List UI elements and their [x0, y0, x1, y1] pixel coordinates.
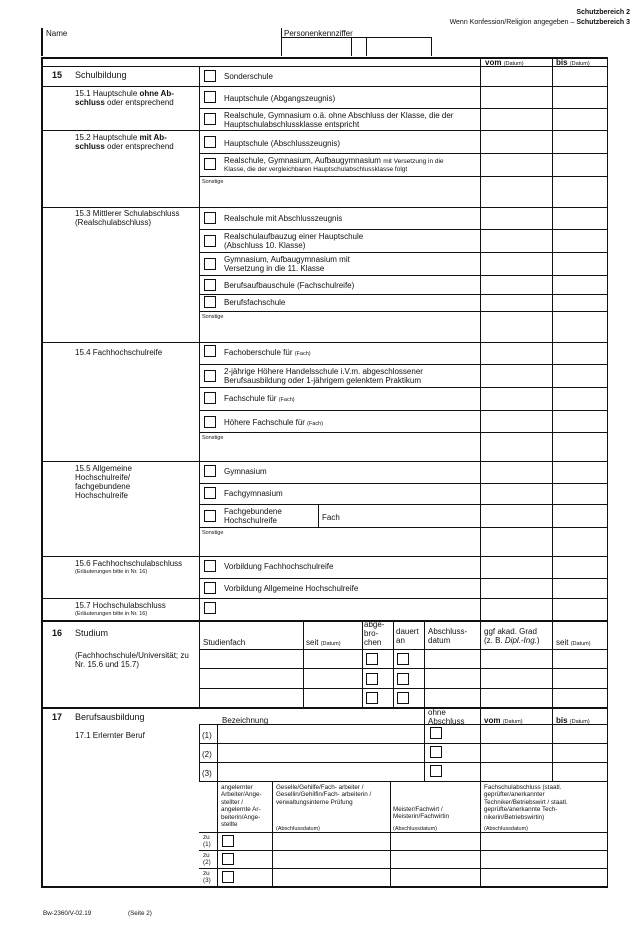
id-field-2[interactable]: [370, 40, 426, 54]
gym-label: Gymnasium: [224, 467, 267, 476]
id-field-1[interactable]: [290, 40, 346, 54]
cb-fhr[interactable]: [204, 510, 216, 522]
cb-bfs[interactable]: [204, 296, 216, 308]
rule-387: [199, 387, 608, 388]
zone2-label: Schutzbereich 2: [576, 9, 630, 16]
g171-label: 17.1 Erlernter Beruf: [75, 731, 145, 740]
cb-sonderschule[interactable]: [204, 70, 216, 82]
s17-r3: [199, 781, 608, 782]
col-vom-line: [480, 57, 481, 621]
rule-294: [199, 294, 608, 295]
col-bis-datum: (Datum): [569, 61, 590, 67]
s16-seit: [306, 638, 341, 647]
g152-bold2: schluss: [75, 142, 105, 151]
s16-zb-pre: (z. B.: [484, 636, 505, 645]
g151-bold: ohne Ab-: [139, 89, 174, 98]
cb-s17-ohne-3[interactable]: [430, 765, 442, 777]
fhr-fach-label: Fach: [322, 513, 340, 522]
cb-fgym[interactable]: [204, 487, 216, 499]
s16-abschlussdatum: Abschluss- datum: [428, 627, 468, 645]
g151-num: 15.1: [75, 89, 91, 98]
s16-c5: [424, 620, 425, 707]
id-label: Personenkennziffer: [284, 29, 353, 38]
hs-abgang-label: Hauptschule (Abgangszeugnis): [224, 94, 336, 103]
q-meister-datum: (Abschlussdatum): [393, 826, 438, 832]
cb-q-1[interactable]: [222, 835, 234, 847]
rs-aufbau-label: Realschulaufbauzug einer Hauptschule (Abschluss 10. Klasse): [224, 232, 364, 250]
s16-seit2: [556, 638, 591, 647]
q-c1: [272, 781, 273, 887]
s16-sub: (Fachhochschule/Universität; zu Nr. 15.6 und 15.7): [75, 651, 189, 669]
s17-c2: [424, 707, 425, 781]
fhr-label: Fachgebundene Hochschulreife: [224, 507, 282, 525]
q-zu1: zu (1): [203, 834, 211, 849]
cb-s16-abg-2[interactable]: [366, 673, 378, 685]
cb-q-3[interactable]: [222, 871, 234, 883]
cb-s16-dauert-1[interactable]: [397, 653, 409, 665]
footer-page: (Seite 2): [128, 910, 152, 917]
q-c2: [390, 781, 391, 887]
sonstige-4-field[interactable]: [202, 536, 478, 554]
cb-hhs[interactable]: [204, 370, 216, 382]
cb-fos[interactable]: [204, 345, 216, 357]
g152-post: oder entsprechend: [104, 142, 174, 151]
rule-364: [199, 364, 608, 365]
cb-hfs[interactable]: [204, 416, 216, 428]
col-vom-label: vom: [485, 58, 502, 67]
q-zu2: zu (2): [203, 852, 211, 867]
g155-label: 15.5 Allgemeine Hochschulreife/ fachgebundene Hochschulreife: [75, 464, 132, 500]
g153-label: 15.3 Mittlerer Schulabschluss (Realschulabschluss): [75, 209, 180, 227]
s16-r1: [199, 649, 608, 650]
s17-vom-label: vom: [484, 716, 501, 725]
rs-ohne-label: Realschule, Gymnasium o.ä. ohne Abschluss der Klasse, die der Hauptschulabschlussklasse entspricht: [224, 111, 454, 129]
id-div3: [431, 37, 432, 56]
s16-title: Studium: [75, 628, 109, 638]
s16-c1: [199, 620, 200, 707]
q-fachschul: Fachschulabschluss (staatl. geprüfter/anerkannter Techniker/Betriebswirt / staatl. geprüfte/anerkannte Tech- nikerin/Betriebswirtin): [484, 784, 568, 821]
g151-pre: Hauptschule: [92, 89, 140, 98]
q-r3: [199, 868, 608, 869]
zone3-label: Schutzbereich 3: [576, 19, 630, 26]
q-r1: [199, 832, 608, 833]
rule-578: [199, 578, 608, 579]
g156-erl: (Erläuterungen bitte in Nr. 16): [75, 569, 148, 575]
rule-342: [41, 342, 608, 343]
s15-col1: [199, 66, 200, 621]
rule-229: [199, 229, 608, 230]
s15-num: 15: [52, 70, 63, 80]
sonstige-2: Sonstige: [202, 314, 224, 320]
hfs-label: [224, 418, 323, 427]
sonstige-4: Sonstige: [202, 530, 224, 536]
col-bis-label: bis: [556, 58, 568, 67]
g152-label-2: [75, 142, 174, 151]
col-bis-line: [552, 57, 553, 621]
cb-rs-abschl[interactable]: [204, 212, 216, 224]
col-vom-datum: (Datum): [503, 61, 524, 67]
cb-s16-abg-3[interactable]: [366, 692, 378, 704]
sonstige-2-field[interactable]: [202, 320, 478, 340]
s16-num: 16: [52, 628, 63, 638]
cb-hsa[interactable]: [204, 602, 216, 614]
s17-r1: [199, 743, 608, 744]
rule-432: [199, 432, 608, 433]
rule-556: [41, 556, 608, 557]
cb-s16-dauert-2[interactable]: [397, 673, 409, 685]
s16-seit-label: seit: [306, 638, 319, 647]
g151-post: oder entsprechend: [104, 98, 174, 107]
g152-label: [75, 133, 167, 142]
g151-label: [75, 89, 174, 98]
id-div1: [351, 37, 352, 56]
id-box-left: [281, 28, 282, 56]
cb-s16-dauert-3[interactable]: [397, 692, 409, 704]
cb-vfhr[interactable]: [204, 560, 216, 572]
s16-seit2-label: seit: [556, 638, 569, 647]
cb-vahr[interactable]: [204, 582, 216, 594]
s17-r2: [199, 762, 608, 763]
sonstige-3: Sonstige: [202, 435, 224, 441]
s16-seit2-datum: (Datum): [570, 641, 591, 647]
cb-gym[interactable]: [204, 465, 216, 477]
sonstige-1-field[interactable]: [202, 185, 478, 205]
zone3-note-text: Wenn Konfession/Religion angegeben –: [449, 19, 575, 26]
s17-title: Berufsausbildung: [75, 712, 145, 722]
rule-461: [41, 461, 608, 462]
s16-r3: [199, 688, 608, 689]
s17-r0: [199, 724, 608, 725]
fhr-div: [318, 504, 319, 527]
g152-num: 15.2: [75, 133, 91, 142]
rule-504: [199, 504, 608, 505]
fhr-fach-field[interactable]: [342, 508, 476, 524]
rule-130: [41, 130, 608, 131]
s17-row1: (1): [202, 731, 212, 740]
s15-title: Schulbildung: [75, 70, 127, 80]
rule-252: [199, 252, 608, 253]
cb-s17-ohne-1[interactable]: [430, 727, 442, 739]
vfhr-label: Vorbildung Fachhochschulreife: [224, 562, 334, 571]
sonstige-1: Sonstige: [202, 179, 224, 185]
cb-s17-ohne-2[interactable]: [430, 746, 442, 758]
g151-label-2: [75, 98, 174, 107]
name-label: Name: [46, 29, 68, 38]
frame-left: [41, 57, 43, 887]
cb-q-2[interactable]: [222, 853, 234, 865]
bas-label: Berufsaufbauschule (Fachschulreife): [224, 281, 355, 290]
rule-598: [41, 598, 608, 599]
cb-s16-abg-1[interactable]: [366, 653, 378, 665]
cb-bas[interactable]: [204, 279, 216, 291]
s17-top: [41, 707, 608, 709]
gym-aufbau-label: Gymnasium, Aufbaugymnasium mit Versetzung in die 11. Klasse: [224, 255, 350, 273]
g156-label: 15.6 Fachhochschulabschluss: [75, 559, 183, 568]
fos-text: Fachoberschule für: [224, 348, 293, 357]
hhs-label: 2-jährige Höhere Handelsschule i.V.m. abgeschlossener Berufsausbildung oder 1-jährigem gelenktem Praktikum: [224, 367, 423, 385]
g157-label: 15.7 Hochschulabschluss: [75, 601, 166, 610]
s17-c3: [480, 707, 481, 887]
s16-abgebrochen: abge- bro- chen: [364, 620, 385, 647]
rule-527: [199, 527, 608, 528]
rule-108: [199, 108, 608, 109]
cb-rs-aufbau[interactable]: [204, 235, 216, 247]
s17-ohne: ohne Abschluss: [428, 708, 465, 726]
footer-code: Bw-2360/V-02.19: [43, 910, 92, 917]
s16-top: [41, 620, 608, 622]
s16-zb-it: Dipl.-Ing.: [504, 636, 537, 645]
s16-c6: [480, 620, 481, 707]
cb-gym-aufbau[interactable]: [204, 258, 216, 270]
s17-vom-datum: (Datum): [502, 719, 523, 725]
q-fachschul-datum: (Abschlussdatum): [484, 826, 529, 832]
g152-pre: Hauptschule: [92, 133, 140, 142]
rule-86: [41, 86, 608, 87]
q-geselle-datum: (Abschlussdatum): [276, 826, 321, 832]
rule-207: [41, 207, 608, 208]
s15-top: [41, 66, 608, 67]
s16-c7: [552, 620, 553, 707]
s16-dauert: dauert an: [396, 627, 419, 645]
s17-c1b: [217, 724, 218, 781]
s16-c2: [303, 620, 304, 707]
vahr-label: Vorbildung Allgemeine Hochschulreife: [224, 584, 359, 593]
q-c0: [217, 781, 218, 887]
rs-mit-main: Realschule, Gymnasium, Aufbaugymnasium: [224, 156, 381, 165]
s17-row2: (2): [202, 750, 212, 759]
s16-r2: [199, 668, 608, 669]
q-r2: [199, 850, 608, 851]
g157-erl: (Erläuterungen bitte in Nr. 16): [75, 611, 148, 617]
s16-c4: [393, 620, 394, 707]
fs-text: Fachschule für: [224, 394, 277, 403]
q-angelernt: angelernter Arbeiter/Ange- stellter / angelernte Ar- beiterin/Ange- stellte: [221, 784, 262, 829]
rule-483: [199, 483, 608, 484]
fs-label: [224, 394, 295, 403]
id-div2: [366, 37, 367, 56]
s16-c3: [362, 620, 363, 707]
q-meister: Meister/Fachwirt / Meisterin/Fachwirtin: [393, 806, 449, 821]
fos-fach: (Fach): [294, 351, 311, 357]
cb-hs-abgang[interactable]: [204, 91, 216, 103]
rs-abschl-label: Realschule mit Abschlusszeugnis: [224, 214, 343, 223]
name-box-left: [41, 28, 43, 56]
g154-label: 15.4 Fachhochschulreife: [75, 348, 163, 357]
bfs-label: Berufsfachschule: [224, 298, 286, 307]
rule-275: [199, 275, 608, 276]
s16-studienfach: Studienfach: [203, 638, 246, 647]
sonderschule-label: Sonderschule: [224, 72, 273, 81]
cb-rs-ohne[interactable]: [204, 113, 216, 125]
fgym-label: Fachgymnasium: [224, 489, 283, 498]
id-box-inner: [281, 37, 432, 38]
cb-fs[interactable]: [204, 392, 216, 404]
q-zu3: zu (3): [203, 870, 211, 885]
rule-311: [199, 311, 608, 312]
g152-bold: mit Ab-: [139, 133, 167, 142]
rule-153: [199, 153, 608, 154]
rule-176: [199, 176, 608, 177]
rs-mit-line2: Klasse, die der vergleichbaren Hauptschulabschlussklasse folgt: [224, 166, 408, 173]
zone3-note: [450, 18, 630, 27]
rs-mit-small: mit Versetzung in die: [383, 158, 444, 165]
fos-label: [224, 348, 311, 357]
q-geselle: Geselle/Gehilfe/Fach- arbeiter / Gesellin/Gehilfin/Fach- arbeiterin / verwaltungsinterne Prüfung: [276, 784, 372, 806]
s17-bis-datum: (Datum): [569, 719, 590, 725]
s17-row3: (3): [202, 769, 212, 778]
cb-hs-abschluss[interactable]: [204, 136, 216, 148]
s17-num: 17: [52, 712, 63, 722]
s17-c4: [552, 707, 553, 781]
s16-zb-post: ): [536, 636, 540, 645]
hs-abschluss-label: Hauptschule (Abschlusszeugnis): [224, 139, 341, 148]
rule-410: [199, 410, 608, 411]
hfs-text: Höhere Fachschule für: [224, 418, 305, 427]
s17-bezeichnung: Bezeichnung: [222, 716, 269, 725]
s17-c1: [199, 724, 200, 781]
sonstige-3-field[interactable]: [202, 441, 478, 459]
s16-seit-datum: (Datum): [320, 641, 341, 647]
s17-bis-label: bis: [556, 716, 568, 725]
g151-bold2: schluss: [75, 98, 105, 107]
fs-fach: (Fach): [278, 397, 295, 403]
hfs-fach: (Fach): [307, 421, 324, 427]
bottom-rule: [41, 886, 608, 888]
s16-ggf: ggf akad. Grad: [484, 627, 537, 636]
s16-zb: [484, 636, 540, 645]
cb-rs-mit[interactable]: [204, 158, 216, 170]
